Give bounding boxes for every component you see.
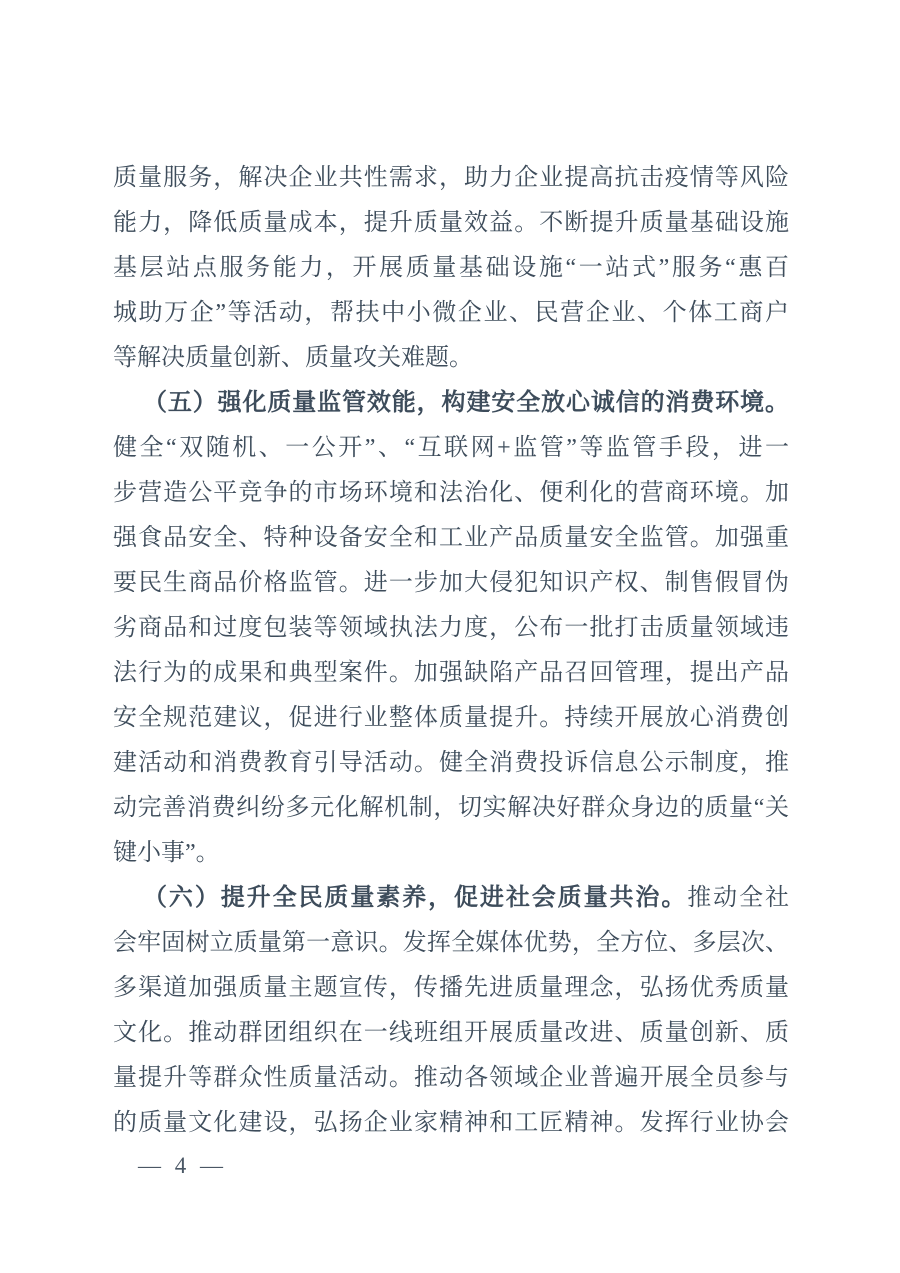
text-line: 键小事”。 xyxy=(113,840,220,866)
text-line: 法行为的成果和典型案件。加强缺陷产品召回管理，提出产品 xyxy=(113,660,789,686)
text-line: 强食品安全、特种设备安全和工业产品质量安全监管。加强重 xyxy=(113,525,789,551)
text-line: 文化。推动群团组织在一线班组开展质量改进、质量创新、质 xyxy=(113,1020,789,1046)
section-heading-text: （六）提升全民质量素养，促进社会质量共治。 xyxy=(143,885,688,911)
text-line: 基层站点服务能力，开展质量基础设施“一站式”服务“惠百 xyxy=(113,255,789,281)
text-line: 等解决质量创新、质量攻关难题。 xyxy=(113,345,473,371)
text-line: 健全“双随机、一公开”、“互联网+监管”等监管手段，进一 xyxy=(113,435,789,461)
text-line: 动完善消费纠纷多元化解机制，切实解决好群众身边的质量“关 xyxy=(113,795,789,821)
text-line: 质量服务，解决企业共性需求，助力企业提高抗击疫情等风险 xyxy=(113,165,789,191)
text-line: 城助万企”等活动，帮扶中小微企业、民营企业、个体工商户 xyxy=(113,300,789,326)
text-line: 的质量文化建设，弘扬企业家精神和工匠精神。发挥行业协会 xyxy=(113,1110,789,1136)
page-number: — 4 — xyxy=(138,1153,227,1178)
text-line xyxy=(113,876,789,921)
text-line: 能力，降低质量成本，提升质量效益。不断提升质量基础设施 xyxy=(113,210,789,236)
text-line xyxy=(113,381,789,426)
body-text: 推动全社 xyxy=(687,885,789,911)
text-line: 安全规范建议，促进行业整体质量提升。持续开展放心消费创 xyxy=(113,705,789,731)
text-line: 量提升等群众性质量活动。推动各领域企业普遍开展全员参与 xyxy=(113,1065,789,1091)
text-line: 劣商品和过度包装等领域执法力度，公布一批打击质量领域违 xyxy=(113,615,789,641)
text-line: 多渠道加强质量主题宣传，传播先进质量理念，弘扬优秀质量 xyxy=(113,975,789,1001)
text-line: 步营造公平竞争的市场环境和法治化、便利化的营商环境。加 xyxy=(113,480,789,506)
text-line: 要民生商品价格监管。进一步加大侵犯知识产权、制售假冒伪 xyxy=(113,570,789,596)
section-heading-text: （五）强化质量监管效能，构建安全放心诚信的消费环境。 xyxy=(143,390,789,416)
text-line: 建活动和消费教育引导活动。健全消费投诉信息公示制度，推 xyxy=(113,750,789,776)
body-text-block xyxy=(113,156,789,1146)
text-line: 会牢固树立质量第一意识。发挥全媒体优势，全方位、多层次、 xyxy=(113,930,789,956)
